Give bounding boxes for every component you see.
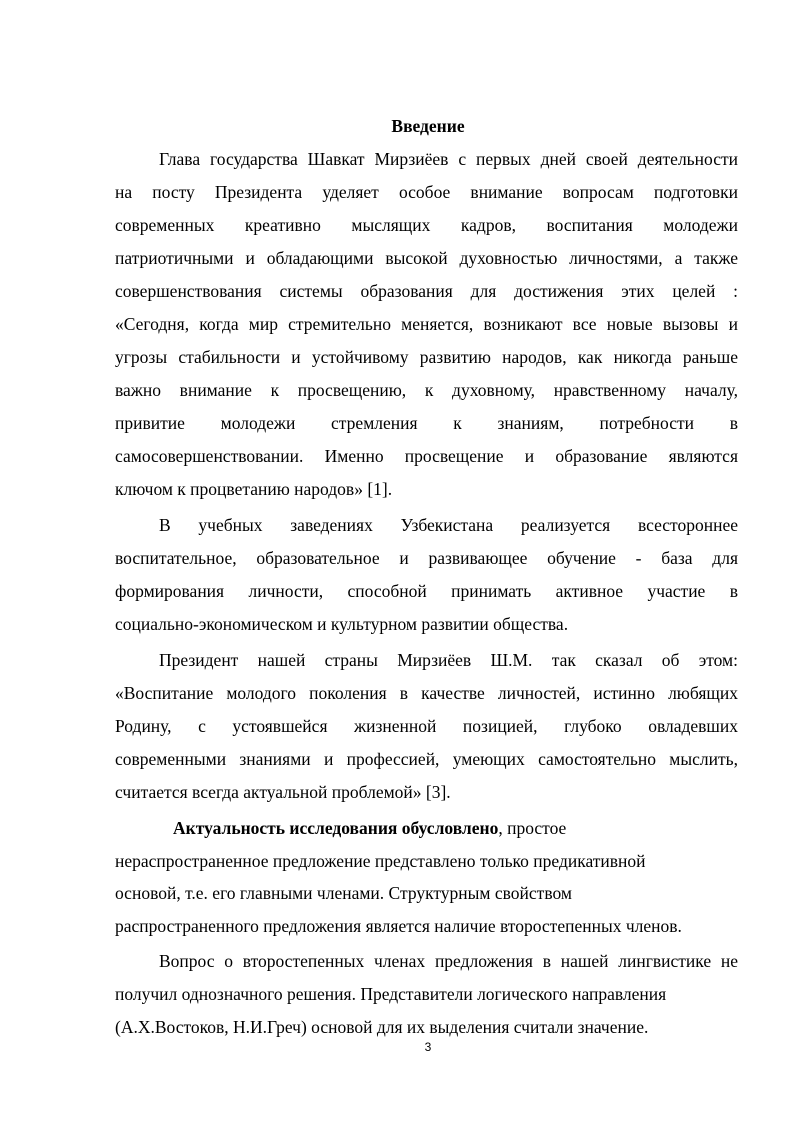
text-line: самосовершенствовании. Именно просвещение и образование являются [115,446,738,466]
text-line: нераспространенное предложение представлено только предикативной [115,850,646,871]
text-line: современными знаниями и профессией, умеющих самостоятельно мыслить, [115,749,738,769]
lead-rest: , простое [498,818,567,838]
paragraph-5 [115,945,738,1044]
text-line: важно внимание к просвещению, к духовному, нравственному началу, [115,380,738,400]
page-title: Введение [391,116,465,136]
page-number: 3 [424,1040,432,1054]
text-line: социально-экономическом и культурном развитии общества. [115,614,569,634]
text-line: основой, т.е. его главными членами. Структурным свойством [115,883,572,903]
text-line: считается всегда актуальной проблемой» [3]. [115,782,451,802]
text-line: Родину, с устоявшейся жизненной позицией, глубоко овладевших [115,716,738,736]
text-line: Президент нашей страны Мирзиёев Ш.М. так сказал об этом: [159,650,738,670]
text-line: привитие молодежи стремления к знаниям, потребности в [115,413,738,433]
text-line: на посту Президента уделяет особое внимание вопросам подготовки [115,182,738,202]
text-line: совершенствования системы образования для достижения этих целей : [115,281,738,301]
text-line: формирования личности, способной принимать активное участие в [115,581,738,601]
paragraph-3 [115,644,738,809]
text-line: распространенного предложения является наличие второстепенных членов. [115,915,682,936]
text-line: получил однозначного решения. Представители логического направления [115,984,667,1004]
paragraph-2 [115,509,738,641]
text-line: «Воспитание молодого поколения в качестве личностей, истинно любящих [115,683,738,703]
text-line: патриотичными и обладающими высокой духовностью личностями, а также [115,248,738,268]
text-line: «Сегодня, когда мир стремительно меняется, возникают все новые вызовы и [115,314,738,334]
text-line: воспитательное, образовательное и развивающее обучение - база для [115,548,738,568]
text-line: В учебных заведениях Узбекистана реализуется всестороннее [159,515,738,535]
text-line: ключом к процветанию народов» [1]. [115,479,393,499]
text-line: угрозы стабильности и устойчивому развитию народов, как никогда раньше [115,347,738,367]
text-line: Глава государства Шавкат Мирзиёев с первых дней своей деятельности [159,149,738,169]
bold-lead: Актуальность исследования обусловлено [173,818,499,838]
paragraph-1 [115,143,738,506]
paragraph-4 [115,812,738,942]
text-line: Вопрос о второстепенных членах предложения в нашей лингвистике не [159,951,738,971]
text-line: современных креативно мыслящих кадров, воспитания молодежи [115,215,738,235]
text-line [115,812,738,845]
text-line: (А.Х.Востоков, Н.И.Греч) основой для их выделения считали значение. [115,1017,649,1037]
